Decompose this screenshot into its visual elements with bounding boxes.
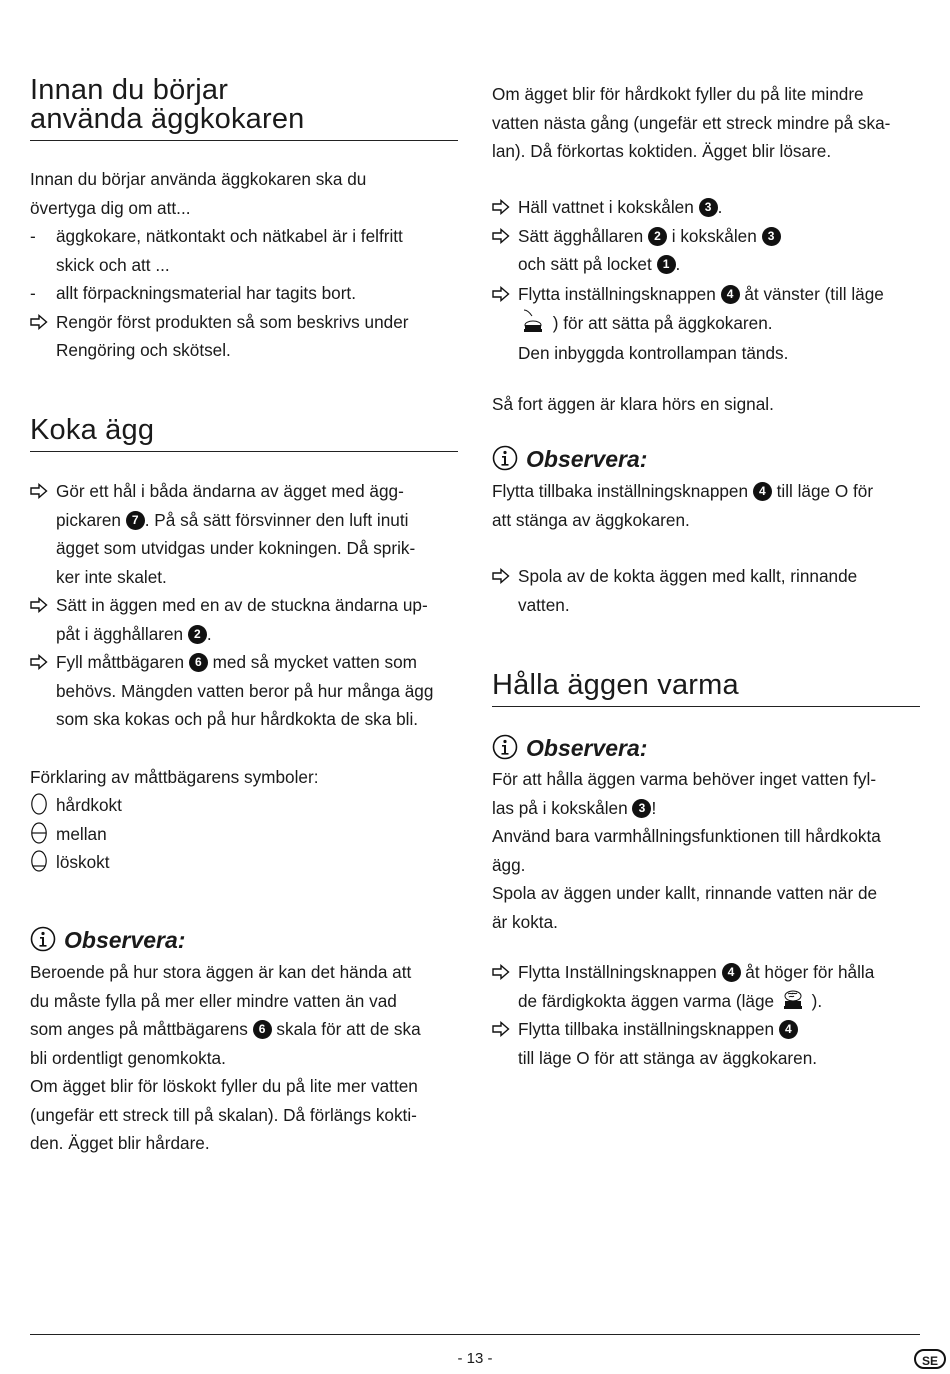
info-icon [492, 734, 518, 760]
arrow-icon [492, 1021, 510, 1037]
title-line: använda äggkokaren [30, 103, 305, 135]
list-text [518, 222, 922, 251]
paragraph: lan). Då förkortas koktiden. Ägget blir lösare. [492, 141, 832, 161]
note-title: Observera: [64, 927, 186, 953]
info-icon [492, 445, 518, 471]
egg-medium-icon [30, 822, 48, 846]
paragraph: Spola av äggen under kallt, rinnande vatten när de [492, 883, 878, 903]
symbol-row-soft [30, 848, 460, 877]
text-run: ! [651, 797, 657, 818]
paragraph: är kokta. [492, 911, 558, 932]
arrow-icon [30, 654, 48, 670]
text-run: Häll vattnet i kokskålen [518, 197, 699, 217]
title-line: Koka ägg [30, 414, 155, 446]
note-body [492, 765, 922, 936]
paragraph: Innan du börjar använda äggkokaren ska du [30, 169, 367, 189]
text-run: med så mycket vatten som [207, 652, 417, 672]
text-run: de färdigkokta äggen varma (läge [518, 990, 779, 1011]
list-text [518, 193, 922, 222]
text-run: påt i ägghållaren [56, 623, 188, 644]
arrow-icon [30, 314, 48, 330]
paragraph: Om ägget blir för hårdkokt fyller du på lite mindre [492, 84, 864, 104]
text-run: las på i kokskålen [492, 797, 633, 818]
arrow-icon [492, 199, 510, 215]
section-title-keep-warm [492, 671, 920, 707]
info-icon [30, 926, 56, 952]
list-text [518, 1015, 922, 1044]
list-item [30, 308, 460, 365]
arrow-icon [30, 483, 48, 499]
title-line: Hålla äggen varma [492, 669, 739, 701]
language-badge: SE [914, 1349, 946, 1369]
paragraph [492, 477, 922, 506]
cooking-mode-icon [518, 308, 548, 336]
list-text: äggkokare, nätkontakt och nätkabel är i felfritt [56, 226, 403, 246]
note-heading [492, 444, 647, 474]
text-run: skala för att de ska [271, 1019, 421, 1039]
list-item [30, 648, 460, 734]
paragraph [30, 1015, 460, 1044]
number-badge: 3 [762, 227, 781, 246]
symbol-label: mellan [56, 823, 107, 844]
symbol-label: löskokt [56, 852, 110, 872]
list-text: Gör ett hål i båda ändarna av ägget med ägg- [56, 481, 404, 501]
steps-list [492, 193, 922, 418]
list-text: som ska kokas och på hur hårdkokta de ska bli. [56, 709, 419, 729]
list-text [518, 280, 922, 309]
text-run: . På så sätt försvinner den luft inuti [144, 509, 409, 530]
text-run: och sätt på locket [518, 254, 657, 274]
paragraph: att stänga av äggkokaren. [492, 509, 690, 530]
text-run: Flytta inställningsknappen [518, 283, 721, 304]
number-badge: 1 [657, 255, 676, 274]
legend-title: Förklaring av måttbägarens symboler: [30, 766, 319, 787]
list-item [492, 222, 922, 279]
list-text: ker inte skalet. [56, 566, 167, 587]
list-text: ägget som utvidgas under kokningen. Då sprik- [56, 538, 416, 558]
symbol-row-medium [30, 820, 460, 849]
note-body [492, 477, 922, 534]
number-badge: 4 [722, 963, 741, 982]
list-text: Den inbyggda kontrollampan tänds. [518, 343, 789, 363]
egg-hard-icon [30, 793, 48, 817]
list-text: Rengör först produkten så som beskrivs under [56, 311, 409, 332]
list-item [30, 279, 460, 308]
list-text: behövs. Mängden vatten beror på hur många ägg [56, 680, 434, 701]
section-title-before-use [30, 76, 458, 141]
spacer [492, 368, 922, 390]
number-badge: 4 [779, 1020, 798, 1039]
text-run: till läge O för [771, 481, 874, 501]
text-run: i kokskålen [666, 225, 762, 246]
rinse-step [492, 562, 922, 619]
paragraph: Använd bara varmhållningsfunktionen till hårdkokta [492, 826, 881, 846]
number-badge: 4 [721, 285, 740, 304]
list-text [56, 620, 460, 649]
list-text: Rengöring och skötsel. [56, 340, 231, 360]
note-title: Observera: [526, 446, 648, 472]
paragraph [492, 794, 922, 823]
paragraph: Så fort äggen är klara hörs en signal. [492, 393, 774, 414]
number-badge: 6 [189, 653, 208, 672]
list-text [56, 506, 460, 535]
number-badge: 6 [253, 1020, 272, 1039]
arrow-icon [492, 228, 510, 244]
note-heading [30, 925, 185, 955]
list-text [56, 648, 460, 677]
list-text: vatten. [518, 594, 570, 615]
paragraph: För att hålla äggen varma behöver inget vatten fyl- [492, 769, 877, 789]
list-item [30, 477, 460, 591]
text-run: Flytta Inställningsknappen [518, 962, 722, 982]
footer-divider [30, 1334, 920, 1335]
paragraph: bli ordentligt genomkokta. [30, 1047, 226, 1068]
boil-eggs-body [30, 477, 460, 877]
text-run: ) för att sätta på äggkokaren. [552, 313, 773, 333]
paragraph: Beroende på hur stora äggen är kan det hända att [30, 962, 412, 982]
text-run: åt höger för hålla [740, 962, 875, 982]
top-paragraph [492, 80, 922, 166]
number-badge: 2 [188, 625, 207, 644]
paragraph: du måste fylla på mer eller mindre vatten än vad [30, 990, 397, 1011]
list-item [492, 562, 922, 619]
list-item [30, 591, 460, 648]
arrow-icon [492, 964, 510, 980]
list-text [518, 987, 922, 1016]
paragraph: den. Ägget blir hårdare. [30, 1133, 210, 1153]
number-badge: 4 [753, 482, 772, 501]
keep-warm-steps [492, 958, 922, 1072]
spacer [30, 734, 460, 763]
text-run: ). [806, 990, 823, 1011]
number-badge: 3 [699, 198, 718, 217]
dash-marker: - [30, 283, 36, 303]
number-badge: 2 [648, 227, 667, 246]
before-use-body [30, 165, 460, 365]
list-text: Sätt in äggen med en av de stuckna ändarna up- [56, 595, 428, 615]
title-line: Innan du börjar [30, 74, 229, 106]
symbol-label: hårdkokt [56, 795, 122, 815]
egg-soft-icon [30, 850, 48, 874]
list-item [492, 280, 922, 368]
list-text: allt förpackningsmaterial har tagits bort. [56, 283, 356, 303]
text-run: Flytta tillbaka inställningsknappen [492, 481, 753, 501]
arrow-icon [492, 568, 510, 584]
paragraph: (ungefär ett streck till på skalan). Då förlängs kokti- [30, 1104, 417, 1125]
number-badge: 3 [632, 799, 651, 818]
text-run: . [206, 623, 212, 644]
arrow-icon [30, 597, 48, 613]
list-text: Spola av de kokta äggen med kallt, rinnande [518, 566, 858, 586]
dash-marker: - [30, 226, 36, 246]
number-badge: 7 [126, 511, 145, 530]
list-text [518, 308, 922, 339]
text-run: pickaren [56, 509, 126, 530]
list-text [518, 958, 922, 987]
arrow-icon [492, 286, 510, 302]
list-item [492, 1015, 922, 1072]
section-title-boil-eggs [30, 416, 458, 452]
list-text [518, 250, 922, 279]
note-title: Observera: [526, 735, 648, 761]
text-run: . [717, 197, 723, 217]
list-item [30, 222, 460, 279]
text-run: Flytta tillbaka inställningsknappen [518, 1019, 779, 1039]
page-number: - 13 - [457, 1350, 493, 1367]
text-run: åt vänster (till läge [739, 283, 884, 304]
list-text: till läge O för att stänga av äggkokaren. [518, 1047, 818, 1068]
text-run: Sätt ägghållaren [518, 225, 648, 246]
text-run: Fyll måttbägaren [56, 652, 189, 672]
paragraph: ägg. [492, 854, 526, 875]
note-heading [492, 733, 647, 763]
list-text: skick och att ... [56, 254, 170, 275]
paragraph: Om ägget blir för löskokt fyller du på lite mer vatten [30, 1076, 418, 1096]
keep-warm-mode-icon [779, 987, 807, 1013]
paragraph: vatten nästa gång (ungefär ett streck mindre på ska- [492, 112, 891, 133]
symbol-row-hard [30, 791, 460, 820]
list-item [492, 958, 922, 1015]
text-run: . [675, 254, 681, 274]
paragraph: övertyga dig om att... [30, 197, 191, 218]
note-body [30, 958, 460, 1158]
list-item [492, 193, 922, 222]
text-run: som anges på måttbägarens [30, 1019, 253, 1039]
